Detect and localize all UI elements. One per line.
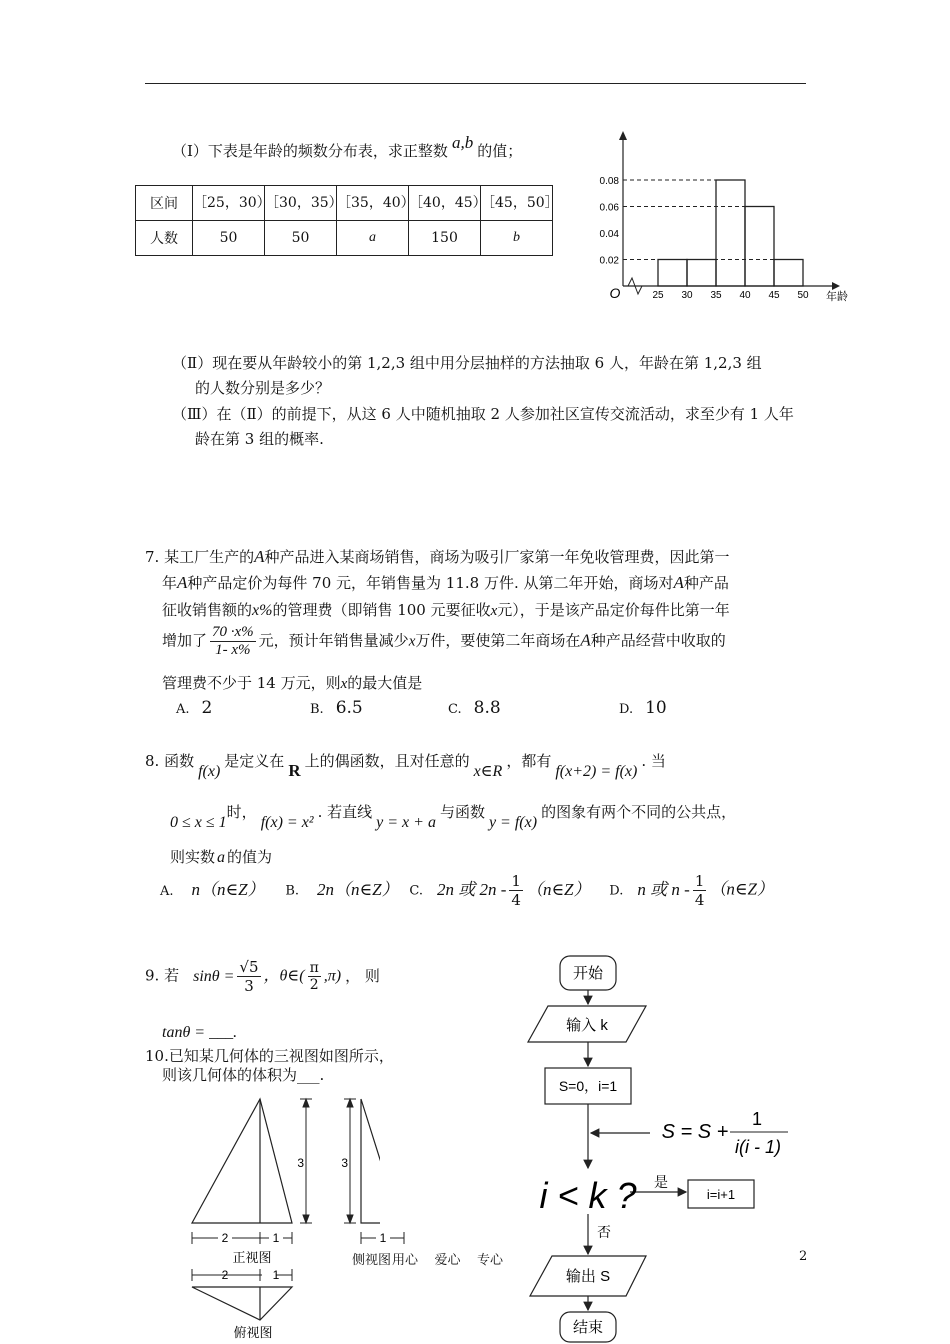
- flow-yes-label: 是: [654, 1174, 668, 1190]
- option-label: A.: [176, 702, 190, 717]
- page-number: 2: [799, 1249, 808, 1264]
- q10-line2: 则该几何体的体积为___.: [162, 1066, 325, 1084]
- histogram-bar: [716, 180, 745, 286]
- option-label: C.: [448, 702, 462, 717]
- q8-text: 则实数: [170, 848, 216, 866]
- frac-den: 4: [694, 891, 705, 909]
- table-interval: ［35，40）: [337, 186, 409, 221]
- q8-text: 与函数: [439, 803, 485, 821]
- x-tick-label: 45: [768, 290, 780, 301]
- q7-text: 万件，要使第二年商场在: [415, 631, 581, 650]
- q7-text: 种产品: [683, 574, 729, 592]
- histogram-bar: [745, 207, 774, 287]
- q8-def: f(x) = x²: [260, 814, 314, 831]
- q7-text: 元），于是该产品定价每件比第一年: [497, 601, 730, 619]
- top-view-label: 俯视图: [233, 1325, 273, 1340]
- q9-text: ， 则: [345, 966, 380, 985]
- part2-line2: 的人数分别是多少？: [195, 379, 331, 397]
- histogram-bar: [687, 260, 716, 287]
- side-view-triangle: [361, 1099, 380, 1223]
- y-tick-label: 0.02: [599, 255, 619, 267]
- q7-line2: [162, 572, 729, 593]
- q7-text: 增加了: [162, 631, 208, 650]
- q8-line-eq: y = x + a: [376, 814, 436, 831]
- q8-text: ，都有: [506, 752, 552, 770]
- q9-sin: sinθ =: [193, 967, 235, 985]
- part1-text1: （Ⅰ）下表是年龄的频数分布表，求正整数: [172, 142, 448, 160]
- y-tick-label: 0.04: [599, 229, 619, 240]
- flow-output-label: 输出 S: [565, 1268, 611, 1285]
- side-view: [361, 1099, 380, 1223]
- q7-frac-num: 70 ·x%: [212, 624, 254, 640]
- q7-var-x: x: [408, 633, 416, 650]
- q9-theta-end: ,π): [323, 967, 342, 985]
- x-tick-label: 25: [652, 290, 664, 301]
- q7-var-x: x: [340, 676, 348, 692]
- side-height-label: 3: [341, 1156, 348, 1170]
- histogram-bar: [658, 260, 687, 287]
- flow-condition: i < k ?: [539, 1175, 637, 1216]
- q7-option-a: [176, 698, 212, 718]
- q10-line1: 10.已知某几何体的三视图如图所示，: [145, 1047, 394, 1065]
- part1-var: a,b: [451, 133, 474, 152]
- q7-text: 的最大值是: [347, 674, 423, 692]
- q7-line1: [145, 546, 730, 567]
- q8-period: f(x+2) = f(x): [555, 763, 638, 780]
- q8-fraction: [509, 872, 523, 909]
- top-view-triangle: [192, 1287, 292, 1320]
- q7-line4: [162, 624, 726, 659]
- frac-den: 4: [511, 891, 521, 909]
- x-axis-arrow: [832, 282, 840, 290]
- q7-var-a: A: [673, 573, 684, 592]
- q8-option-a: n（n∈Z）: [191, 879, 265, 899]
- q7-text: 种产品经营中收取的: [590, 631, 726, 650]
- option-label: B.: [310, 702, 324, 717]
- table-count: 50: [193, 221, 265, 256]
- q7-fraction: [210, 624, 256, 659]
- part3-line1: （Ⅲ）在（Ⅱ）的前提下，从这 6 人中随机抽取 2 人参加社区宣传交流活动，求至少有 1 人年: [172, 405, 794, 423]
- q8-option-c: 2n 或 2n -: [437, 879, 507, 899]
- q9-text: 9. 若: [145, 966, 180, 985]
- front-view: [192, 1099, 292, 1223]
- q8-text: 的图象有两个不同的公共点，: [541, 803, 737, 821]
- flow-formula-left: S = S +: [661, 1121, 729, 1143]
- q9-pi-fraction: [308, 960, 321, 993]
- option-value: 10: [645, 698, 667, 718]
- histogram-bar: [774, 260, 803, 287]
- q8-cond: 0 ≤ x ≤ 1: [170, 814, 227, 831]
- table-count: 50: [265, 221, 337, 256]
- q7-text: 元，预计年销售量减少: [258, 631, 409, 650]
- option-label: D.: [609, 883, 624, 899]
- q7-text: 7. 某工厂生产的: [145, 548, 255, 566]
- table-interval: ［45，50］: [481, 186, 553, 221]
- q7-text: 种产品进入某商场销售，商场为吸引厂家第一年免收管理费，因此第一: [264, 548, 730, 566]
- q8-option-d-tail: （n∈Z）: [709, 879, 774, 899]
- q7-text: 年: [162, 574, 178, 592]
- q7-text: 种产品定价为每件 70 元，年销售量为 11.8 万件. 从第二年开始，商场对: [187, 574, 674, 592]
- q8-real: R: [288, 761, 301, 780]
- frac-num: 1: [511, 872, 521, 890]
- q8-func: y = f(x): [488, 814, 538, 831]
- flow-init-label: S=0，i=1: [558, 1078, 618, 1094]
- q8-line3: [170, 846, 272, 867]
- frac-den: 2: [309, 977, 319, 993]
- flow-end-label: 结束: [572, 1319, 604, 1336]
- table-count: b: [481, 221, 553, 256]
- x-axis-label: 年龄: [826, 291, 848, 303]
- option-label: C.: [409, 883, 423, 899]
- q8-text: 是定义在: [224, 752, 285, 770]
- q7-frac-den: 1- x%: [215, 642, 251, 658]
- top-rule: [145, 83, 806, 84]
- q8-option-b: 2n（n∈Z）: [317, 879, 399, 899]
- front-width-label-1: 2: [221, 1231, 229, 1245]
- q8-line2: [170, 801, 737, 831]
- top-width-label-1: 2: [221, 1268, 229, 1282]
- q8-options: [160, 872, 774, 922]
- table-interval: ［25，30）: [193, 186, 265, 221]
- frac-num: π: [309, 960, 319, 976]
- q8-fraction: [693, 872, 707, 909]
- footer-motto: 用心 爱心 专心: [392, 1253, 504, 1268]
- flow-start-label: 开始: [572, 965, 604, 982]
- table-row: [136, 221, 553, 256]
- q7-text: 的管理费（即销售 100 元要征收: [272, 601, 491, 619]
- q8-var-a: a: [217, 849, 226, 866]
- y-tick-label: 0.06: [599, 202, 619, 214]
- q7-var-x: x: [490, 603, 498, 619]
- x-tick-label: 50: [797, 290, 809, 301]
- side-view-label: 侧视图: [352, 1253, 392, 1268]
- flowchart: [520, 950, 820, 1344]
- part1-text2: 的值；: [477, 142, 523, 160]
- x-tick-label: 35: [710, 290, 722, 301]
- q8-x-in-r: x∈R: [473, 763, 503, 780]
- option-value: 6.5: [335, 698, 363, 718]
- table-row: [136, 186, 553, 221]
- front-view-triangle: [192, 1099, 292, 1223]
- origin-label: O: [609, 285, 621, 301]
- table-count: 150: [409, 221, 481, 256]
- q8-text: 的值为: [227, 848, 273, 866]
- frac-num: √5: [239, 958, 259, 976]
- table-count: a: [337, 221, 409, 256]
- q7-text: 征收销售额的: [162, 601, 253, 619]
- q7-option-c: [448, 698, 501, 718]
- q8-line1: [145, 750, 666, 780]
- q7-text: 管理费不少于 14 万元，则: [162, 674, 341, 692]
- frac-den: 3: [244, 977, 254, 995]
- flow-formula-den: i(i - 1): [735, 1137, 781, 1157]
- table-count-label: 人数: [136, 221, 193, 256]
- q7-line5: [162, 672, 422, 693]
- flow-formula-num: 1: [751, 1109, 763, 1129]
- q8-text: 上的偶函数，且对任意的: [304, 752, 470, 770]
- side-width-label: 1: [379, 1231, 387, 1245]
- option-value: 2: [201, 698, 213, 718]
- q7-option-d: [619, 698, 667, 718]
- flow-no-label: 否: [597, 1224, 611, 1240]
- q8-text: . 若直线: [317, 803, 373, 821]
- q7-line3: [162, 599, 730, 620]
- part1-line: [172, 133, 523, 161]
- q8-text: 8. 函数: [145, 752, 195, 770]
- flow-increment-label: i=i+1: [706, 1187, 736, 1202]
- part2-line1: （Ⅱ）现在要从年龄较小的第 1,2,3 组中用分层抽样的方法抽取 6 人，年龄在第 1,2,3 组: [172, 354, 762, 372]
- q9-sqrt-fraction: [237, 958, 260, 995]
- part3-line2: 龄在第 3 组的概率.: [195, 430, 324, 448]
- q7-var-a: A: [177, 573, 188, 592]
- y-tick-label: 0.08: [599, 176, 619, 187]
- x-tick-label: 40: [739, 290, 751, 301]
- y-axis-arrow: [619, 131, 627, 140]
- q7-option-b: [310, 698, 363, 718]
- q8-text: . 当: [641, 752, 666, 770]
- q8-fx: f(x): [198, 763, 221, 780]
- top-view: [192, 1287, 292, 1320]
- q7-var-a: A: [254, 547, 265, 566]
- front-view-label: 正视图: [232, 1250, 272, 1265]
- q8-option-d: n 或 n -: [637, 879, 690, 899]
- option-value: 8.8: [473, 698, 501, 718]
- age-histogram: [590, 128, 855, 308]
- option-label: A.: [160, 883, 174, 899]
- top-width-label-2: 1: [272, 1268, 280, 1282]
- frequency-table: [135, 185, 559, 256]
- option-label: D.: [619, 702, 634, 717]
- q8-text: 时，: [226, 803, 257, 821]
- q7-var-a: A: [580, 630, 591, 650]
- x-tick-label: 30: [681, 290, 693, 301]
- table-interval: ［30，35）: [265, 186, 337, 221]
- option-label: B.: [285, 883, 300, 899]
- q9-line2: tanθ = ___.: [162, 1024, 238, 1041]
- q9-line1: [145, 958, 380, 995]
- front-height-label: 3: [297, 1156, 304, 1170]
- three-views-figure: [180, 1090, 380, 1344]
- flow-input-label: 输入 k: [566, 1017, 608, 1034]
- q7-var-xpct: x%: [252, 602, 273, 619]
- q8-option-c-tail: （n∈Z）: [525, 879, 591, 899]
- table-header-label: 区间: [136, 186, 193, 221]
- front-width-label-2: 1: [272, 1231, 280, 1245]
- frac-num: 1: [694, 872, 705, 890]
- q9-theta-in: ，θ∈(: [263, 967, 305, 985]
- table-interval: ［40，45）: [409, 186, 481, 221]
